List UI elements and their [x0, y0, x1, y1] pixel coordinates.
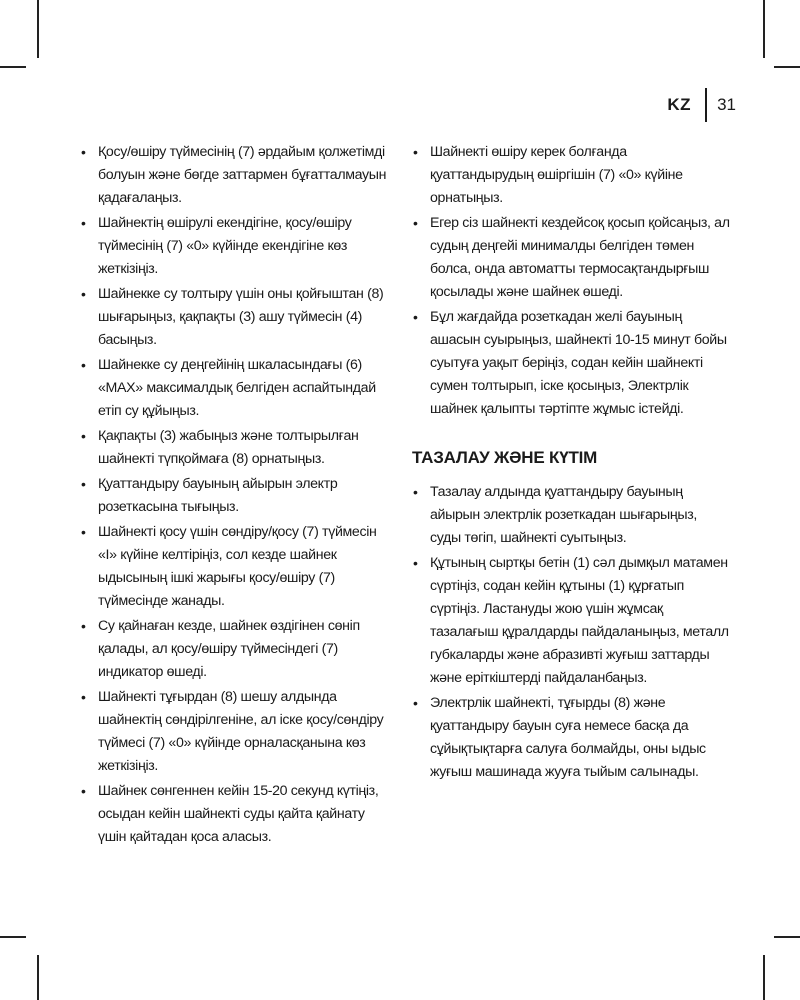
list-item: • Бұл жағдайда розеткадан желі бауының ашасын суырыңыз, шайнекті 10-15 минут бойы суытуға уақыт беріңіз, содан кейін шайнекті сумен толтырып, іске қосыңыз, Электрлік шайнек қалыпты тәртіпте жұмыс істейді.	[413, 309, 727, 417]
header-divider	[705, 88, 707, 122]
list-item: • Шайнекке су деңгейінің шкаласындағы (6) «MAX» максималдық белгіден аспайтындай етіп су құйыңыз.	[81, 357, 376, 419]
instruction-list	[80, 141, 395, 849]
list-item: • Тазалау алдында қуаттандыру бауының айырын электрлік розеткадан шығарыңыз, суды төгіп, шайнекті суытыңыз.	[413, 484, 697, 546]
crop-mark-top-right	[763, 0, 765, 58]
list-item: • Шайнектің өшірулі екендігіне, қосу/өшіру түймесінің (7) «0» күйінде екендігіне көз жеткізіңіз.	[81, 215, 352, 277]
list-item: • Су қайнаған кезде, шайнек өздігінен сөніп қалады, ал қосу/өшіру түймесіндегі (7) индикатор өшеді.	[81, 618, 360, 680]
crop-mark-top-right-h	[774, 66, 800, 68]
left-column	[80, 141, 395, 851]
list-item: • Шайнекті тұғырдан (8) шешу алдында шайнектің сөндірілгеніне, ал іске қосу/сөндіру түймесі (7) «0» күйінде орналасқанына көз жеткізіңіз.	[81, 689, 384, 774]
list-item: • Электрлік шайнекті, тұғырды (8) және қуаттандыру бауын суға немесе басқа да сұйықтықтарға салуға болмайды, оны ыдыс жуғыш машинада жууға тыйым салынады.	[413, 695, 706, 780]
crop-mark-bottom-left-h	[0, 936, 26, 938]
instruction-list-top	[412, 141, 730, 421]
section-title: ТАЗАЛАУ ЖӘНЕ КҮТІМ	[412, 448, 598, 467]
list-item: • Егер сіз шайнекті кездейсоқ қосып қойсаңыз, ал судың деңгейі минималды белгіден төмен болса, онда автоматты термосақтандырғыш қосылады және шайнек өшеді.	[413, 215, 730, 300]
list-item: • Қақпақты (3) жабыңыз және толтырылған шайнекті түпқоймаға (8) орнатыңыз.	[81, 428, 359, 467]
list-item: • Шайнекке су толтыру үшін оны қойғыштан (8) шығарыңыз, қақпақты (3) ашу түймесін (4) басыңыз.	[81, 286, 384, 348]
instruction-list-bottom	[412, 481, 730, 784]
list-item: • Шайнекті қосу үшін сөндіру/қосу (7) түймесін «I» күйіне келтіріңіз, сол кезде шайнек ыдысының ішкі жарығы қосу/өшіру (7) түймесінде жанады.	[81, 524, 377, 609]
list-item: • Шайнек сөнгеннен кейін 15-20 секунд күтіңіз, осыдан кейін шайнекті суды қайта қайнату үшін қайтадан қоса аласыз.	[81, 783, 379, 845]
crop-mark-bottom-left	[37, 955, 39, 1000]
page-number: 31	[717, 95, 736, 114]
page-header	[667, 88, 736, 122]
list-item: • Қуаттандыру бауының айырын электр розеткасына тығыңыз.	[81, 476, 338, 515]
list-item: • Қосу/өшіру түймесінің (7) әрдайым қолжетімді болуын және бөгде заттармен бұғатталмауын қадағалаңыз.	[81, 144, 387, 206]
crop-mark-bottom-right-h	[774, 936, 800, 938]
language-code: KZ	[667, 95, 692, 114]
right-column	[412, 141, 730, 786]
crop-mark-top-left	[37, 0, 39, 58]
list-item: • Шайнекті өшіру керек болғанда қуаттандырудың өшіргішін (7) «0» күйіне орнатыңыз.	[413, 144, 683, 206]
crop-mark-top-left-h	[0, 66, 26, 68]
list-item: • Құтының сыртқы бетін (1) сәл дымқыл матамен сүртіңіз, содан кейін құтыны (1) құрғатып сүртіңіз. Ластануды жою үшін жұмсақ тазалағыш құралдарды пайдаланыңыз, металл губкаларды және абразивті жуғыш заттарды және еріткіштерді пайдаланбаңыз.	[413, 555, 729, 686]
crop-mark-bottom-right	[763, 955, 765, 1000]
